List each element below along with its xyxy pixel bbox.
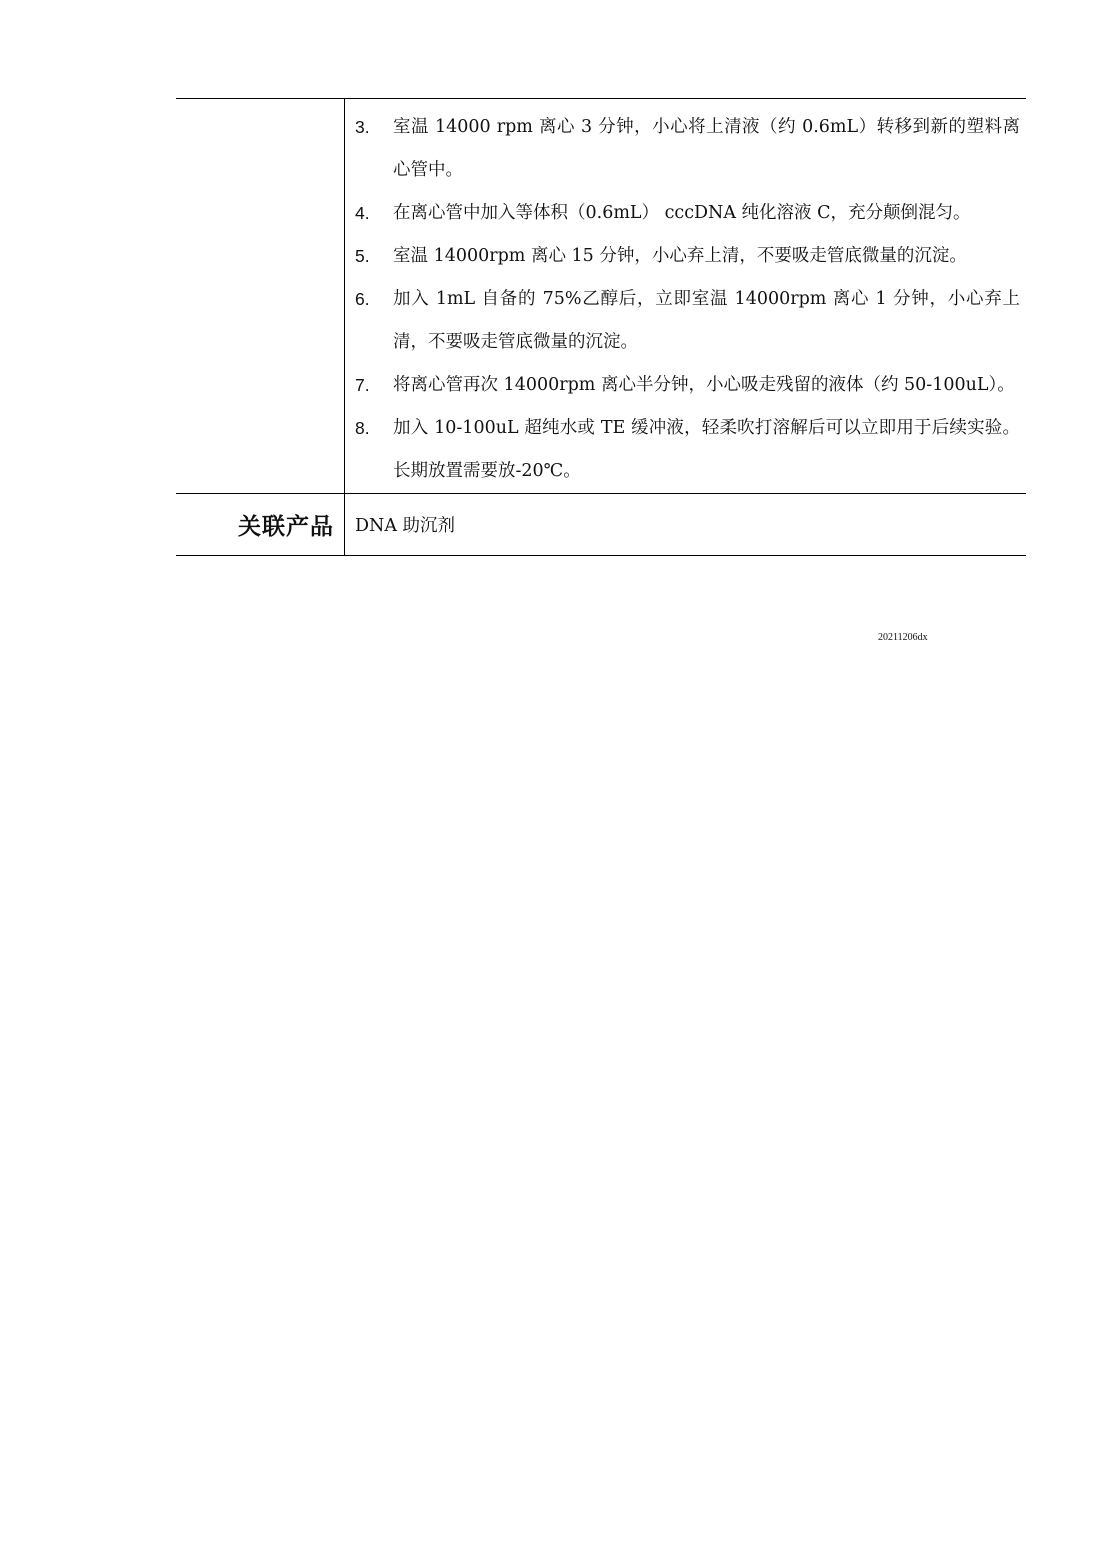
step-item xyxy=(355,364,1020,407)
document-version-code: 20211206dx xyxy=(878,632,928,643)
step-text: 在离心管中加入等体积（0.6mL） cccDNA 纯化溶液 C，充分颠倒混匀。 xyxy=(393,203,971,223)
step-item xyxy=(355,106,1020,192)
step-text: 将离心管再次 14000rpm 离心半分钟，小心吸走残留的液体（约 50-100uL）。 xyxy=(393,375,1015,395)
steps-cell xyxy=(345,99,1027,494)
step-text: 加入 1mL 自备的 75%乙醇后，立即室温 14000rpm 离心 1 分钟，小心弃上清，不要吸走管底微量的沉淀。 xyxy=(393,289,1020,352)
steps-label-cell xyxy=(176,99,345,494)
step-number: 3. xyxy=(355,117,370,137)
step-number: 7. xyxy=(355,375,370,395)
step-number: 4. xyxy=(355,203,370,223)
related-products-value: DNA 助沉剂 xyxy=(345,494,1027,556)
step-number: 8. xyxy=(355,418,370,438)
step-text: 室温 14000 rpm 离心 3 分钟，小心将上清液（约 0.6mL）转移到新的塑料离心管中。 xyxy=(393,117,1020,180)
steps-row xyxy=(176,99,1026,494)
step-item xyxy=(355,278,1020,364)
related-products-label: 关联产品 xyxy=(176,494,345,556)
step-number: 5. xyxy=(355,246,370,266)
related-products-row xyxy=(176,494,1026,556)
step-item xyxy=(355,407,1020,493)
step-item xyxy=(355,192,1020,235)
step-text: 室温 14000rpm 离心 15 分钟，小心弃上清，不要吸走管底微量的沉淀。 xyxy=(393,246,967,266)
protocol-table xyxy=(176,98,1026,556)
steps-list xyxy=(345,99,1026,493)
step-number: 6. xyxy=(355,289,370,309)
step-text: 加入 10-100uL 超纯水或 TE 缓冲液，轻柔吹打溶解后可以立即用于后续实验。长期放置需要放-20℃。 xyxy=(393,418,1020,481)
step-item xyxy=(355,235,1020,278)
